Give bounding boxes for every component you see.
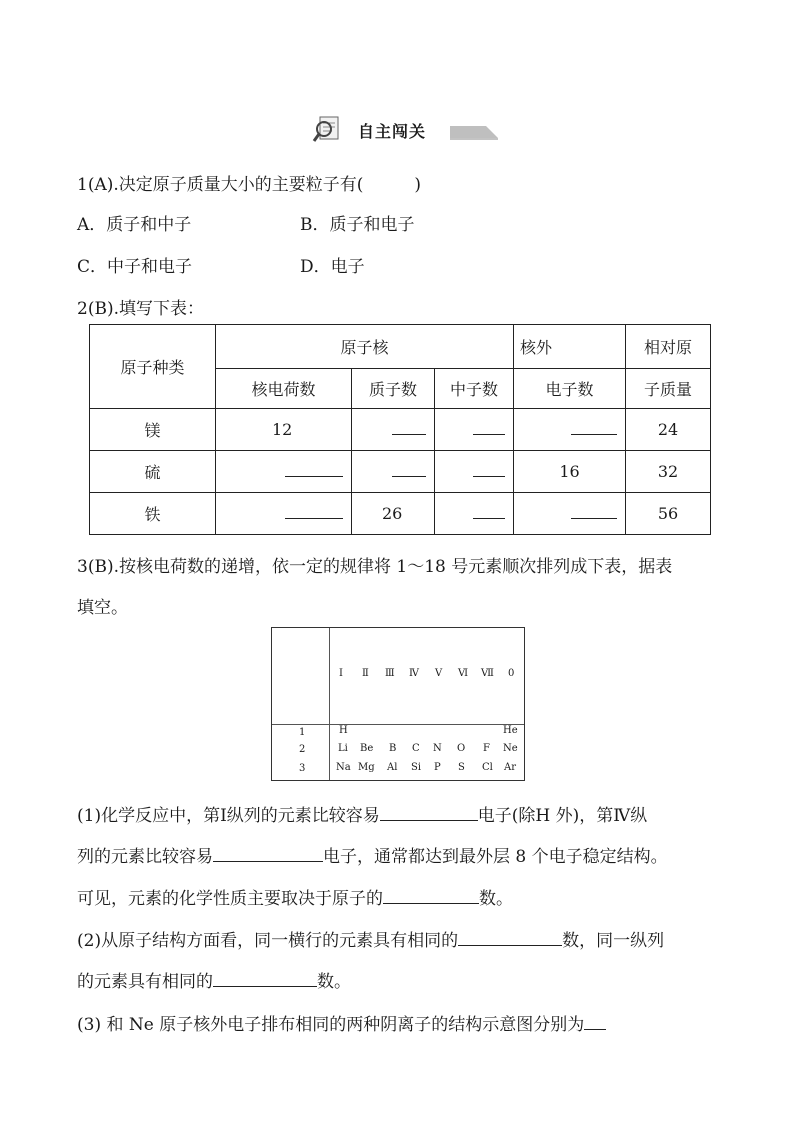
- q3-stem-1: 3(B).按核电荷数的递增，依一定的规律将 1～18 号元素顺次排列成下表，据表: [77, 557, 673, 577]
- table-row: [90, 451, 711, 493]
- charge-value: 12: [216, 409, 352, 451]
- proton-blank[interactable]: [352, 451, 435, 493]
- mass-value: 56: [626, 493, 711, 535]
- header-mass-2: 子质量: [626, 369, 711, 409]
- answer-blank[interactable]: [458, 930, 562, 946]
- q2-stem: 2(B).填写下表：: [77, 299, 204, 319]
- header-atom-kind: 原子种类: [90, 325, 216, 409]
- element-symbol: Cl: [482, 762, 493, 773]
- table-divider: [329, 628, 330, 780]
- header-neutron: 中子数: [435, 369, 514, 409]
- neutron-blank[interactable]: [435, 451, 514, 493]
- q3-stem-2: 填空。: [77, 598, 128, 618]
- proton-value: 26: [352, 493, 435, 535]
- period-label: 2: [299, 744, 306, 755]
- group-label: Ⅲ: [385, 668, 395, 679]
- electron-blank[interactable]: [514, 409, 626, 451]
- period-label: 1: [299, 727, 306, 738]
- mass-value: 32: [626, 451, 711, 493]
- element-symbol: Ar: [504, 762, 517, 773]
- element-symbol: Mg: [358, 762, 375, 773]
- banner-decoration: [450, 124, 498, 140]
- element-symbol: Al: [387, 762, 398, 773]
- neutron-blank[interactable]: [435, 493, 514, 535]
- element-symbol: B: [389, 743, 397, 754]
- magnifier-icon: [312, 113, 346, 147]
- proton-blank[interactable]: [352, 409, 435, 451]
- electron-blank[interactable]: [514, 493, 626, 535]
- element-symbol: C: [412, 743, 420, 754]
- answer-blank[interactable]: [383, 888, 479, 904]
- period-label: 3: [299, 763, 306, 774]
- element-symbol: Na: [336, 762, 351, 773]
- q3-part1-line1: (1)化学反应中，第Ⅰ纵列的元素比较容易 电子(除H 外)，第Ⅳ纵: [77, 806, 648, 826]
- group-label: 0: [508, 668, 515, 679]
- header-nucleus: 原子核: [216, 325, 514, 369]
- element-symbol: H: [339, 725, 348, 736]
- element-symbol: P: [434, 762, 441, 773]
- answer-blank[interactable]: [213, 971, 317, 987]
- q1-stem: 1(A).决定原子质量大小的主要粒子有( ): [77, 175, 422, 195]
- q3-part3-line1: (3) 和 Ne 原子核外电子排布相同的两种阴离子的结构示意图分别为: [77, 1010, 606, 1035]
- table-divider: [272, 724, 524, 725]
- neutron-blank[interactable]: [435, 409, 514, 451]
- group-label: Ⅳ: [409, 668, 419, 679]
- q1-option-b: B．质子和电子: [300, 215, 415, 235]
- periodic-table: [271, 627, 525, 781]
- group-label: Ⅱ: [362, 668, 369, 679]
- answer-blank[interactable]: [584, 1014, 606, 1030]
- table-row: [90, 493, 711, 535]
- answer-blank[interactable]: [380, 805, 478, 821]
- element-symbol: S: [458, 762, 465, 773]
- header-nuclear-charge: 核电荷数: [216, 369, 352, 409]
- atom-name: 硫: [90, 451, 216, 493]
- electron-value: 16: [514, 451, 626, 493]
- answer-blank[interactable]: [213, 846, 323, 862]
- element-symbol: N: [433, 743, 442, 754]
- q1-option-a: A．质子和中子: [77, 215, 192, 235]
- element-symbol: Ne: [503, 743, 518, 754]
- header-outer-1: 核外: [514, 325, 626, 369]
- q3-part1-line3: 可见，元素的化学性质主要取决于原子的 数。: [77, 889, 513, 909]
- element-symbol: Si: [411, 762, 422, 773]
- charge-blank[interactable]: [216, 493, 352, 535]
- element-symbol: Li: [338, 743, 348, 754]
- q3-part2-line2: 的元素具有相同的 数。: [77, 972, 351, 992]
- element-symbol: He: [503, 725, 518, 736]
- q3-part2-line1: (2)从原子结构方面看，同一横行的元素具有相同的 数，同一纵列: [77, 931, 665, 951]
- group-label: Ⅵ: [458, 668, 469, 679]
- table-row: [90, 409, 711, 451]
- q1-option-c: C．中子和电子: [77, 257, 193, 277]
- section-title: 自主闯关: [358, 122, 427, 141]
- q3-part1-line2: 列的元素比较容易 电子，通常都达到最外层 8 个电子稳定结构。: [77, 847, 668, 867]
- element-symbol: Be: [360, 743, 374, 754]
- atom-name: 镁: [90, 409, 216, 451]
- mass-value: 24: [626, 409, 711, 451]
- charge-blank[interactable]: [216, 451, 352, 493]
- element-symbol: O: [457, 743, 466, 754]
- group-label: Ⅰ: [339, 668, 343, 679]
- atom-name: 铁: [90, 493, 216, 535]
- section-banner: [312, 113, 498, 147]
- header-proton: 质子数: [352, 369, 435, 409]
- header-mass-1: 相对原: [626, 325, 711, 369]
- header-outer-2: 电子数: [514, 369, 626, 409]
- q1-option-d: D．电子: [300, 257, 365, 277]
- element-symbol: F: [483, 743, 490, 754]
- group-label: Ⅴ: [435, 668, 443, 679]
- group-label: Ⅶ: [481, 668, 494, 679]
- atom-table: [89, 324, 711, 535]
